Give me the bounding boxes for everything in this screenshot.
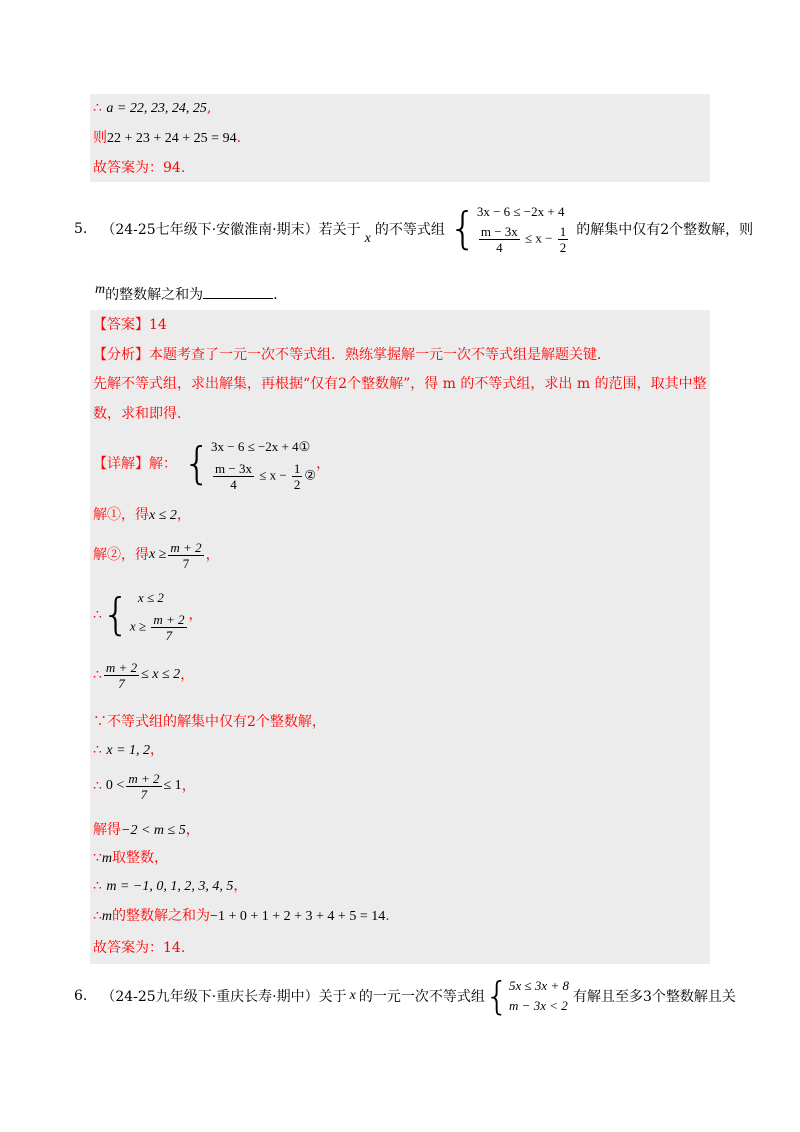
step-solve-2: 解②，得 x ≥ $\frac{m + 2}{7}$ ，: [93, 539, 220, 571]
q5-answer: 【答案】14: [93, 317, 167, 333]
q5-detail: 【详解】 解： { 3x − 6 ≤ −2x + 4① $\frac{m - 3x}{4}$ ≤ x − $\frac{1}{2}$ ② ，: [93, 438, 331, 492]
step-solve-1: 解①，得x ≤ 2，: [93, 507, 191, 523]
left-brace-icon: {: [183, 438, 211, 489]
q5-analysis: 【分析】本题考查了一元一次不等式组．熟练掌握解一元一次不等式组是解题关键．: [93, 347, 611, 363]
q6-source: （24-25九年级下·重庆长寿·期中）: [101, 989, 319, 1005]
q5-analysis-2: 先解不等式组，求出解集，再根据“仅有2个整数解”，得 m 的不等式组，求出 m 的范围，取其中整: [93, 376, 707, 392]
q6-stem: 6. （24-25九年级下·重庆长寿·期中） 关于 x 的一元一次不等式组 { 5x ≤ 3x + 8 m − 3x < 2 有解且至多3个整数解且关: [74, 974, 736, 1018]
step-m-integer: ∵m取整数，: [93, 850, 169, 866]
step-sum: ∴m的整数解之和为−1 + 0 + 1 + 2 + 3 + 4 + 5 = 14.: [93, 908, 390, 924]
step-x-values: ∴ x = 1, 2，: [93, 742, 165, 758]
step-m-range: 解得−2 < m ≤ 5，: [93, 822, 200, 838]
left-brace-icon: {: [101, 589, 130, 640]
q4-sum-line: 则22 + 23 + 24 + 25 = 94.: [93, 130, 242, 146]
step-m-values: ∴ m = −1, 0, 1, 2, 3, 4, 5，: [93, 878, 248, 894]
q4-therefore-line: ∴ a = 22, 23, 24, 25,: [93, 100, 212, 116]
answer-blank[interactable]: [203, 284, 273, 299]
step-two-integers: ∵不等式组的解集中仅有2个整数解，: [93, 714, 326, 730]
step-range: ∴ $\frac{m + 2}{7}$ ≤ x ≤ 2 ，: [93, 659, 195, 691]
q6-number: 6.: [74, 988, 88, 1004]
q6-inequality-system: { 5x ≤ 3x + 8 m − 3x < 2: [484, 974, 569, 1018]
q5-stem: 5. （24-25七年级下·安徽淮南·期末） 若关于 x 的不等式组 { 3x − 6 ≤ −2x + 4 $\frac{m - 3x}{4}$ ≤ x − $\frac{1}{2}$ 的解集中仅有2个整数解，则: [74, 203, 754, 255]
q5-final-answer: 故答案为：14.: [93, 940, 186, 956]
q5-inequality-system: { 3x − 6 ≤ −2x + 4 $\frac{m - 3x}{4}$ ≤ x − $\frac{1}{2}$: [448, 203, 567, 255]
step-system: ∴ { x ≤ 2 x ≥ $\frac{m + 2}{7}$ ，: [93, 589, 203, 643]
q5-source: （24-25七年级下·安徽淮南·期末）: [101, 222, 319, 238]
q5-number: 5.: [74, 221, 88, 237]
q5-analysis-3: 数，求和即得．: [93, 406, 191, 422]
left-brace-icon: {: [484, 974, 510, 1018]
detail-inequality-system: { 3x − 6 ≤ −2x + 4① $\frac{m - 3x}{4}$ ≤ x − $\frac{1}{2}$ ②: [183, 438, 317, 492]
q5-stem-line2: m的整数解之和为 .: [95, 282, 278, 303]
step-bound: ∴ 0 < $\frac{m + 2}{7}$ ≤ 1 ，: [93, 770, 196, 802]
left-brace-icon: {: [448, 203, 477, 254]
q4-final-answer: 故答案为：94.: [93, 160, 186, 176]
